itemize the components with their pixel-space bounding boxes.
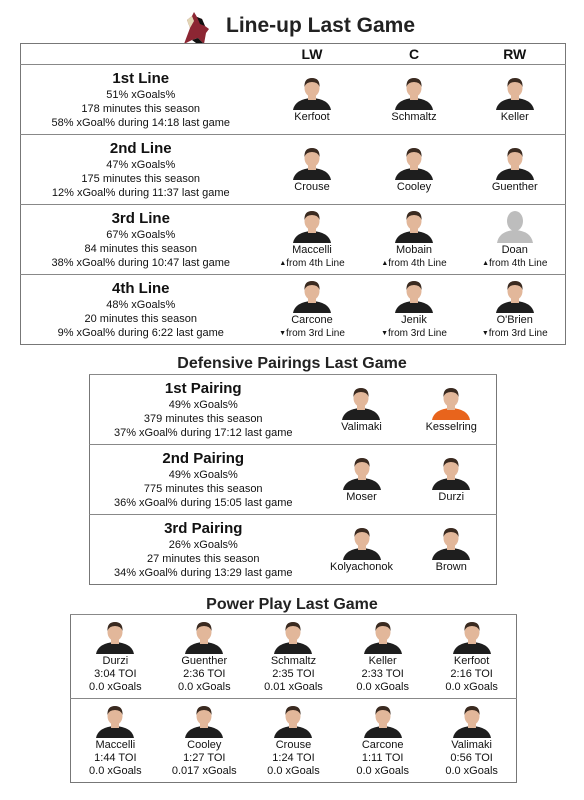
- line-last-game: 58% xGoal% during 14:18 last game: [51, 116, 231, 129]
- pp-player-cell: [249, 699, 338, 783]
- player-headshot-icon: [273, 619, 313, 654]
- pp-player: [89, 619, 142, 694]
- pair-info: [90, 375, 317, 445]
- player-headshot-icon: [495, 208, 535, 243]
- pp-player: [356, 703, 409, 778]
- power-play-table: [70, 614, 517, 783]
- player-cell: [407, 515, 497, 585]
- pair-last-game: 37% xGoal% during 17:12 last game: [113, 426, 293, 439]
- line-name: 3rd Line: [111, 209, 170, 227]
- pp-player-cell: [427, 699, 516, 783]
- player: [279, 208, 344, 270]
- pp-player-cell: [338, 699, 427, 783]
- player-name: Durzi: [438, 490, 465, 503]
- player-cell: [317, 375, 407, 445]
- line-last-game: 12% xGoal% during 11:37 last game: [51, 186, 230, 199]
- player: [492, 145, 538, 194]
- line-xgoals: 47% xGoals%: [106, 158, 176, 171]
- line-info: [21, 205, 261, 275]
- player-name: Guenther: [181, 654, 228, 667]
- line-name: 2nd Line: [109, 139, 172, 157]
- player-headshot-icon: [431, 525, 471, 560]
- player-cell: [261, 135, 364, 205]
- pair-xgoals: 26% xGoals%: [168, 538, 238, 551]
- player: [482, 208, 547, 270]
- line-minutes: 175 minutes this season: [81, 172, 201, 185]
- defense-pair-row: [90, 515, 497, 585]
- line-name: 4th Line: [111, 279, 170, 297]
- player-cell: [364, 65, 465, 135]
- player-headshot-icon: [495, 278, 535, 313]
- line-minutes: 20 minutes this season: [84, 312, 197, 325]
- pp-toi: 2:33 TOI: [361, 667, 404, 680]
- pp-player: [89, 703, 142, 778]
- pp-toi: 2:35 TOI: [272, 667, 315, 680]
- player: [381, 208, 446, 270]
- pp-player-cell: [160, 699, 249, 783]
- player-headshot-icon: [342, 525, 382, 560]
- player-cell: [407, 375, 497, 445]
- player-headshot-icon: [431, 385, 471, 420]
- player-name: Keller: [500, 110, 529, 123]
- player-headshot-icon: [273, 703, 313, 738]
- player-name: Jenik: [401, 313, 427, 326]
- player-name: Brown: [435, 560, 467, 573]
- line-minutes: 84 minutes this season: [84, 242, 197, 255]
- player-headshot-icon: [184, 703, 224, 738]
- defense-title: Defensive Pairings Last Game: [177, 355, 407, 372]
- player-name: Doan: [501, 243, 528, 256]
- player-name: O'Brien: [496, 313, 533, 326]
- header-blank: [21, 44, 261, 65]
- pp-toi: 1:27 TOI: [183, 751, 226, 764]
- player-cell: [261, 205, 364, 275]
- pp-player-cell: [427, 615, 516, 699]
- line-change-note: [482, 327, 548, 340]
- player-name: Durzi: [102, 654, 129, 667]
- line-change-text: from 3rd Line: [488, 328, 548, 340]
- pp-player: [178, 619, 231, 694]
- player: [394, 145, 434, 194]
- pp-player: [356, 619, 409, 694]
- pair-info: [90, 515, 317, 585]
- player-name: Moser: [346, 490, 377, 503]
- forward-line-row: [21, 135, 566, 205]
- player-headshot-icon: [363, 703, 403, 738]
- player-headshot-icon: [95, 703, 135, 738]
- player-headshot-icon: [452, 619, 492, 654]
- position-header: C: [408, 46, 420, 62]
- line-change-text: from 3rd Line: [286, 328, 345, 340]
- position-header: LW: [301, 46, 323, 62]
- line-xgoals: 51% xGoals%: [106, 88, 176, 101]
- up-arrow-icon: ▲: [381, 259, 389, 267]
- power-play-row: [71, 699, 517, 783]
- player-headshot-icon: [292, 208, 332, 243]
- pair-info: [90, 445, 317, 515]
- pair-minutes: 379 minutes this season: [143, 412, 263, 425]
- player-name: Guenther: [491, 180, 538, 193]
- player: [482, 278, 548, 340]
- pair-last-game: 34% xGoal% during 13:29 last game: [113, 566, 293, 579]
- player-headshot-icon: [495, 75, 535, 110]
- player-name: Crouse: [275, 738, 312, 751]
- player-headshot-icon: [394, 75, 434, 110]
- player: [495, 75, 535, 124]
- page-title: Line-up Last Game: [226, 14, 416, 37]
- pp-player: [267, 703, 320, 778]
- player-cell: [364, 275, 465, 345]
- line-change-text: from 4th Line: [489, 258, 548, 270]
- line-info: [21, 275, 261, 345]
- pp-xgoals: 0.0 xGoals: [356, 764, 409, 777]
- player-cell: [261, 275, 364, 345]
- player-headshot-icon: [292, 145, 332, 180]
- down-arrow-icon: ▼: [481, 329, 489, 337]
- player-name: Cooley: [396, 180, 432, 193]
- pp-player: [445, 619, 498, 694]
- pair-last-game: 36% xGoal% during 15:05 last game: [113, 496, 293, 509]
- player-cell: [317, 445, 407, 515]
- player-cell: [261, 65, 364, 135]
- line-change-note: [381, 257, 446, 270]
- player-name: Valimaki: [451, 738, 492, 751]
- player-headshot-icon: [452, 703, 492, 738]
- forward-line-row: [21, 205, 566, 275]
- line-xgoals: 67% xGoals%: [106, 228, 176, 241]
- player: [279, 278, 345, 340]
- pair-minutes: 27 minutes this season: [146, 552, 260, 565]
- line-name: 1st Line: [112, 69, 170, 87]
- player-headshot-icon: [394, 208, 434, 243]
- pp-toi: 1:11 TOI: [361, 751, 404, 764]
- player-name: Carcone: [291, 313, 333, 326]
- line-minutes: 178 minutes this season: [81, 102, 201, 115]
- player-cell: [364, 135, 465, 205]
- pp-toi: 1:24 TOI: [272, 751, 315, 764]
- player-name: Crouse: [294, 180, 330, 193]
- pp-xgoals: 0.0 xGoals: [177, 680, 231, 693]
- defense-pair-row: [90, 445, 497, 515]
- pp-xgoals: 0.0 xGoals: [267, 764, 320, 777]
- up-arrow-icon: ▲: [482, 259, 490, 267]
- player-headshot-icon: [394, 145, 434, 180]
- player-cell: [465, 205, 566, 275]
- down-arrow-icon: ▼: [279, 329, 286, 337]
- player-name: Maccelli: [95, 738, 136, 751]
- player: [391, 75, 436, 124]
- line-xgoals: 48% xGoals%: [106, 298, 176, 311]
- pp-player: [264, 619, 323, 694]
- player-name: Carcone: [361, 738, 404, 751]
- line-change-text: from 4th Line: [388, 258, 447, 270]
- player-name: Mobain: [395, 243, 433, 256]
- pp-player: [172, 703, 237, 778]
- player-name: Maccelli: [292, 243, 332, 256]
- pair-name: 3rd Pairing: [164, 519, 243, 537]
- player-name: Kerfoot: [453, 654, 490, 667]
- pp-player: [445, 703, 498, 778]
- pp-player-cell: [71, 699, 160, 783]
- player-name: Kolyachonok: [330, 560, 393, 573]
- line-last-game: 38% xGoal% during 10:47 last game: [51, 256, 231, 269]
- player-cell: [465, 135, 566, 205]
- player-name: Keller: [368, 654, 397, 667]
- line-info: [21, 135, 261, 205]
- player-name: Valimaki: [341, 420, 382, 433]
- forward-line-row: [21, 65, 566, 135]
- player: [431, 455, 471, 504]
- player-headshot-icon: [292, 75, 332, 110]
- pp-xgoals: 0.0 xGoals: [445, 764, 498, 777]
- player: [381, 278, 447, 340]
- pp-xgoals: 0.0 xGoals: [445, 680, 498, 693]
- player-name: Schmaltz: [391, 110, 437, 123]
- pp-toi: 0:56 TOI: [450, 751, 493, 764]
- position-header-row: [21, 44, 566, 65]
- player-headshot-icon: [341, 385, 381, 420]
- pair-name: 2nd Pairing: [162, 449, 245, 467]
- pair-xgoals: 49% xGoals%: [168, 398, 238, 411]
- power-play-title: Power Play Last Game: [206, 596, 378, 613]
- player-headshot-icon: [184, 619, 224, 654]
- player-name: Kerfoot: [294, 110, 330, 123]
- player-headshot-icon: [342, 455, 382, 490]
- player-headshot-icon: [363, 619, 403, 654]
- player: [292, 75, 332, 124]
- forward-line-row: [21, 275, 566, 345]
- power-play-row: [71, 615, 517, 699]
- player-cell: [364, 205, 465, 275]
- player-headshot-icon: [431, 455, 471, 490]
- player-name: Schmaltz: [270, 654, 317, 667]
- player: [431, 525, 471, 574]
- player-cell: [317, 515, 407, 585]
- player-name: Cooley: [187, 738, 222, 751]
- pair-name: 1st Pairing: [164, 379, 242, 397]
- player: [342, 455, 382, 504]
- pp-toi: 2:36 TOI: [183, 667, 226, 680]
- player-cell: [465, 275, 566, 345]
- player-cell: [465, 65, 566, 135]
- line-change-note: [279, 327, 345, 340]
- pp-player-cell: [249, 615, 338, 699]
- defense-pairings-table: [89, 374, 497, 585]
- pp-toi: 2:16 TOI: [450, 667, 493, 680]
- player: [292, 145, 332, 194]
- player: [330, 525, 393, 574]
- line-info: [21, 65, 261, 135]
- line-change-text: from 3rd Line: [388, 328, 447, 340]
- line-change-note: [482, 257, 547, 270]
- player-headshot-icon: [95, 619, 135, 654]
- player-name: Kesselring: [425, 420, 477, 433]
- player-headshot-icon: [394, 278, 434, 313]
- title-row: [0, 6, 584, 42]
- pp-player-cell: [160, 615, 249, 699]
- pp-player-cell: [71, 615, 160, 699]
- player-cell: [407, 445, 497, 515]
- up-arrow-icon: ▲: [279, 259, 287, 267]
- forward-lines-table: [20, 43, 566, 345]
- line-change-note: [381, 327, 447, 340]
- player: [426, 385, 477, 434]
- pp-xgoals: 0.017 xGoals: [171, 764, 237, 777]
- pp-xgoals: 0.01 xGoals: [264, 680, 323, 693]
- pp-toi: 1:44 TOI: [94, 751, 137, 764]
- pair-xgoals: 49% xGoals%: [168, 468, 238, 481]
- pp-player-cell: [338, 615, 427, 699]
- line-change-note: [279, 257, 344, 270]
- defense-pair-row: [90, 375, 497, 445]
- player: [341, 385, 382, 434]
- line-change-text: from 4th Line: [286, 258, 345, 270]
- pp-xgoals: 0.0 xGoals: [356, 680, 409, 693]
- player-headshot-icon: [495, 145, 535, 180]
- line-last-game: 9% xGoal% during 6:22 last game: [57, 326, 224, 339]
- pair-minutes: 775 minutes this season: [143, 482, 263, 495]
- coyotes-logo-icon: [178, 10, 214, 46]
- pp-toi: 3:04 TOI: [94, 667, 137, 680]
- player-headshot-icon: [292, 278, 332, 313]
- position-header: RW: [503, 46, 527, 62]
- down-arrow-icon: ▼: [381, 329, 388, 337]
- pp-xgoals: 0.0 xGoals: [89, 680, 142, 693]
- pp-xgoals: 0.0 xGoals: [89, 764, 142, 777]
